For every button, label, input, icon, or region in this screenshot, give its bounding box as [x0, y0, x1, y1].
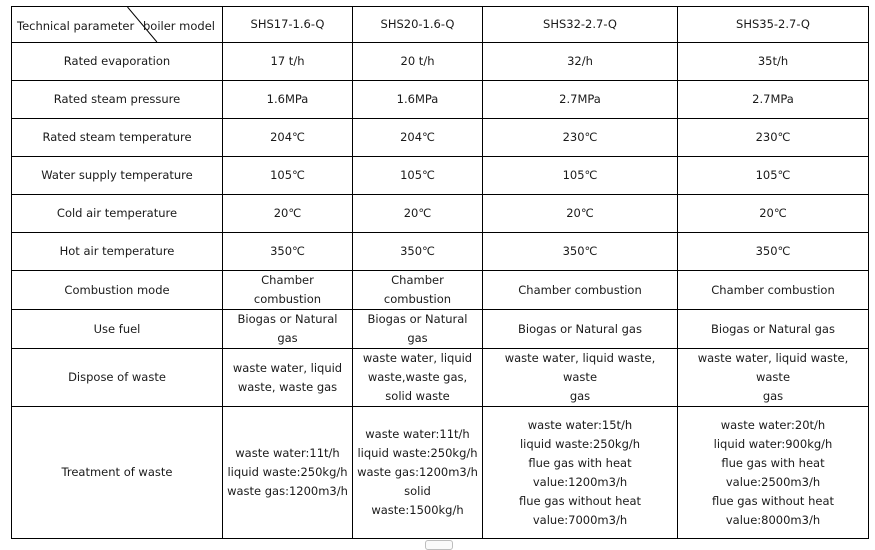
- row-label: Hot air temperature: [12, 233, 223, 271]
- row-label: Rated evaporation: [12, 43, 223, 81]
- table-cell: [483, 43, 678, 81]
- cell-line: 105℃: [562, 168, 598, 182]
- row-label: Cold air temperature: [12, 195, 223, 233]
- table-cell: [353, 407, 483, 539]
- cell-line: Chamber combustion: [383, 273, 452, 306]
- table-cell: [223, 349, 353, 407]
- cell-line: 20℃: [566, 206, 594, 220]
- table-row: [12, 271, 869, 310]
- table-cell: [678, 233, 869, 271]
- table-cell: [223, 310, 353, 349]
- table-cell: [223, 43, 353, 81]
- table-cell: [223, 81, 353, 119]
- model-header: SHS35-2.7-Q: [678, 7, 869, 43]
- cell-line: liquid waste:250kg/h: [227, 465, 348, 479]
- cell-line: gas: [762, 389, 784, 403]
- table-row: [12, 119, 869, 157]
- table-cell: [678, 195, 869, 233]
- table-cell: [678, 157, 869, 195]
- cell-line: 230℃: [755, 130, 791, 144]
- cell-line: liquid water:900kg/h: [713, 436, 833, 451]
- table-cell: [223, 407, 353, 539]
- cell-line: 350℃: [755, 244, 791, 258]
- table-row: [12, 81, 869, 119]
- table-row: [12, 349, 869, 407]
- cell-line: 204℃: [270, 130, 305, 144]
- cell-line: Biogas or Natural gas: [518, 321, 642, 336]
- cell-line: waste,waste gas,: [367, 370, 468, 384]
- table-cell: [353, 271, 483, 310]
- cell-line: flue gas with heat value:1200m3/h: [528, 455, 632, 489]
- model-header: SHS20-1.6-Q: [353, 7, 483, 43]
- table-cell: [678, 119, 869, 157]
- cell-line: waste gas:1200m3/h: [227, 484, 348, 498]
- table-cell: [678, 81, 869, 119]
- cell-line: value:7000m3/h: [532, 512, 628, 527]
- table-cell: [483, 310, 678, 349]
- table-cell: [678, 349, 869, 407]
- cell-line: waste water:15t/h: [527, 417, 633, 432]
- table-cell: [483, 81, 678, 119]
- scroll-handle[interactable]: [425, 540, 453, 550]
- cell-line: waste gas:1200m3/h: [357, 465, 478, 479]
- table-cell: [678, 43, 869, 81]
- table-cell: [678, 310, 869, 349]
- table-cell: [483, 195, 678, 233]
- row-label: Rated steam pressure: [12, 81, 223, 119]
- cell-line: gas: [569, 389, 591, 403]
- cell-line: 1.6MPa: [396, 92, 439, 106]
- cell-line: 35t/h: [757, 54, 789, 68]
- cell-line: flue gas without heat: [711, 493, 835, 508]
- row-label: Combustion mode: [12, 271, 223, 310]
- cell-line: liquid waste:250kg/h: [519, 436, 641, 451]
- table-cell: [353, 43, 483, 81]
- table-cell: [353, 81, 483, 119]
- table-cell: [483, 271, 678, 310]
- cell-line: waste water:11t/h: [235, 446, 340, 460]
- table-row: [12, 195, 869, 233]
- cell-line: 2.7MPa: [559, 92, 601, 106]
- model-header: SHS32-2.7-Q: [483, 7, 678, 43]
- cell-line: 2.7MPa: [752, 92, 794, 106]
- cell-line: liquid waste:250kg/h: [357, 446, 478, 460]
- cell-line: 1.6MPa: [266, 92, 309, 106]
- cell-line: waste water, liquid: [362, 351, 473, 365]
- table-cell: [483, 233, 678, 271]
- header-model-label: boiler model: [143, 19, 215, 33]
- table-cell: [353, 349, 483, 407]
- cell-line: waste, waste gas: [237, 379, 338, 394]
- cell-line: flue gas with heat: [721, 455, 825, 470]
- table-cell: [483, 349, 678, 407]
- cell-line: 105℃: [270, 168, 305, 182]
- table-cell: [223, 233, 353, 271]
- row-label: Use fuel: [12, 310, 223, 349]
- cell-line: value:8000m3/h: [725, 512, 821, 527]
- table-row: [12, 157, 869, 195]
- cell-line: waste water, liquid waste, waste: [504, 351, 656, 384]
- boiler-spec-table: [11, 6, 869, 539]
- table-cell: [223, 157, 353, 195]
- table-cell: [483, 407, 678, 539]
- row-label: Rated steam temperature: [12, 119, 223, 157]
- cell-line: Chamber combustion: [711, 282, 835, 297]
- table-cell: [353, 119, 483, 157]
- cell-line: 350℃: [270, 244, 305, 258]
- cell-line: Chamber combustion: [253, 273, 322, 306]
- cell-line: 350℃: [562, 244, 598, 258]
- cell-line: waste water, liquid waste, waste: [697, 351, 849, 384]
- cell-line: 105℃: [755, 168, 791, 182]
- cell-line: solid waste: [385, 389, 450, 403]
- row-label: Dispose of waste: [12, 349, 223, 407]
- table-cell: [353, 157, 483, 195]
- cell-line: 32/h: [567, 54, 593, 68]
- cell-line: flue gas without heat: [518, 493, 642, 508]
- cell-line: 230℃: [562, 130, 598, 144]
- cell-line: 20 t/h: [400, 54, 435, 68]
- cell-line: waste water:11t/h: [365, 427, 470, 441]
- cell-line: value:2500m3/h: [725, 474, 821, 489]
- cell-line: 105℃: [400, 168, 435, 182]
- table-cell: [223, 119, 353, 157]
- cell-line: waste water, liquid: [232, 360, 343, 375]
- cell-line: Chamber combustion: [518, 282, 642, 297]
- table-cell: [678, 407, 869, 539]
- table-row: [12, 407, 869, 539]
- header-param-label: Technical parameter: [17, 19, 135, 33]
- cell-line: 204℃: [400, 130, 435, 144]
- cell-line: 20℃: [403, 206, 432, 220]
- table-cell: [483, 157, 678, 195]
- table-row: [12, 233, 869, 271]
- cell-line: Biogas or Natural gas: [367, 312, 468, 345]
- cell-line: solid waste:1500kg/h: [371, 484, 464, 517]
- table-row: [12, 310, 869, 349]
- header-corner-cell: [12, 7, 223, 43]
- cell-line: 350℃: [400, 244, 435, 258]
- table-cell: [353, 310, 483, 349]
- model-header: SHS17-1.6-Q: [223, 7, 353, 43]
- header-row: [12, 7, 869, 43]
- row-label: Water supply temperature: [12, 157, 223, 195]
- table-cell: [223, 195, 353, 233]
- cell-line: 17 t/h: [270, 54, 305, 68]
- table-cell: [223, 271, 353, 310]
- table-cell: [483, 119, 678, 157]
- table-cell: [353, 195, 483, 233]
- cell-line: 20℃: [273, 206, 302, 220]
- row-label: Treatment of waste: [12, 407, 223, 539]
- table-cell: [678, 271, 869, 310]
- cell-line: Biogas or Natural gas: [711, 321, 835, 336]
- table-row: [12, 43, 869, 81]
- table-cell: [353, 233, 483, 271]
- cell-line: 20℃: [759, 206, 787, 220]
- cell-line: Biogas or Natural gas: [237, 312, 338, 345]
- cell-line: waste water:20t/h: [720, 417, 826, 432]
